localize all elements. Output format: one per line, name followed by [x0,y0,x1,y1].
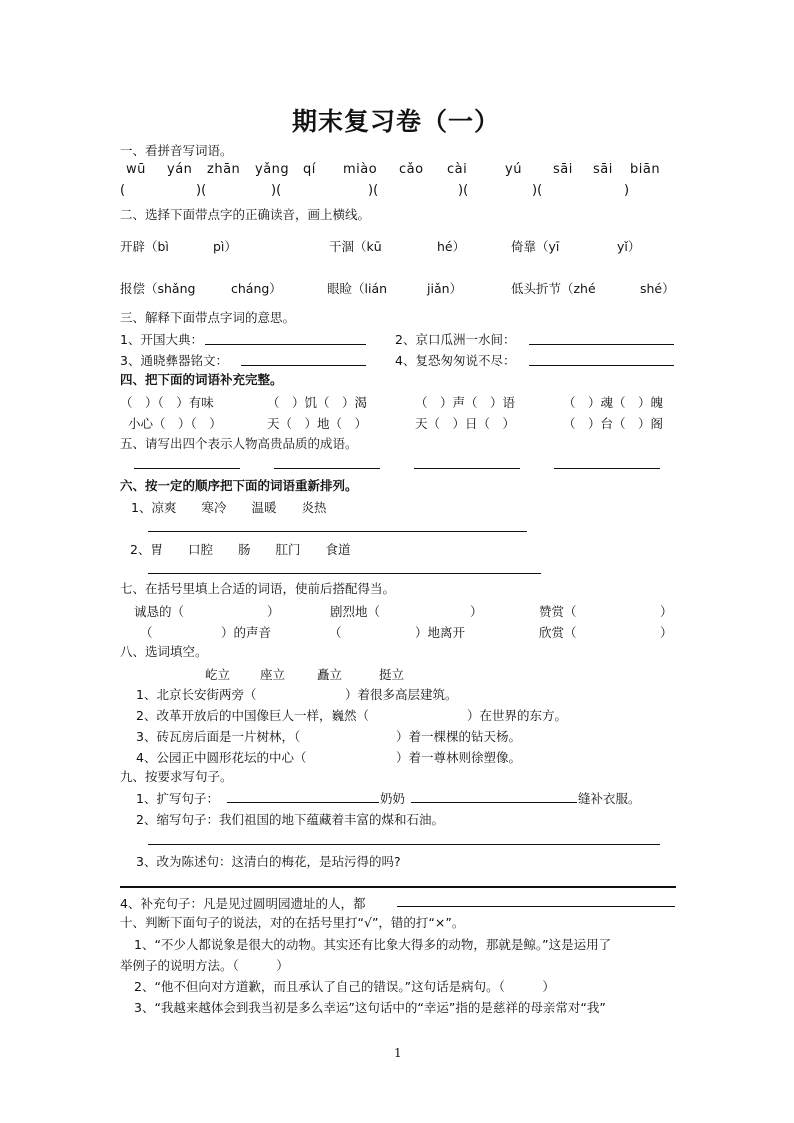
pinyin: wū [126,162,146,177]
answer-line[interactable] [411,802,577,803]
idiom-blank: （ ）魂（ ）魄 [563,395,664,410]
idiom-blank: （ ）（ ）有味 [120,395,214,410]
match-item: （ [329,625,342,640]
match-item: （ [140,625,153,640]
pinyin: qí [303,162,316,177]
choice-item: pì） [213,239,237,254]
section-8-heading: 八、选词填空。 [120,644,208,659]
fill-item-end: ）在世界的东方。 [467,708,568,723]
section-6-heading: 六、按一定的顺序把下面的词语重新排列。 [120,478,358,493]
answer-line[interactable] [414,468,520,469]
paren: ( [120,183,126,198]
paren: )( [368,183,379,198]
answer-line[interactable] [529,365,674,366]
match-item: 赞赏（ [539,604,577,619]
pinyin: yú [505,162,522,177]
judge-item: 1、“不少人都说象是很大的动物。其实还有比象大得多的动物，那就是鲸。”这是运用了 [134,937,612,952]
answer-line[interactable] [554,468,660,469]
answer-line[interactable] [134,468,240,469]
pinyin: sāi [553,162,573,177]
page-number: 1 [394,1046,402,1060]
answer-line[interactable] [148,844,660,845]
explain-item: 4、复恐匆匆说不尽： [395,353,516,368]
choice-item: 干涸（kū [329,239,382,254]
condense-sentence: 2、缩写句子：我们祖国的地下蕴藏着丰富的煤和石油。 [136,812,444,827]
judge-item: 2、“他不但向对方道歉，而且承认了自己的错误。”这句话是病句。（ ） [134,979,555,994]
pinyin: cǎo [399,162,424,177]
fill-item-start: 4、公园正中圆形花坛的中心（ [136,750,307,765]
expand-sentence-end: 缝补衣服。 [578,791,641,806]
answer-line[interactable] [397,906,675,907]
paren: )( [532,183,543,198]
answer-line[interactable] [274,468,380,469]
choice-item: 报偿（shǎng [120,281,196,296]
choice-item: 低头折节（zhé [511,281,596,296]
word-option: 矗立 [317,667,343,682]
answer-line[interactable] [529,344,674,345]
section-10-heading: 十、判断下面句子的说法，对的在括号里打“√”，错的打“×”。 [120,915,465,930]
section-2-heading: 二、选择下面带点字的正确读音，画上横线。 [120,207,371,222]
section-1-heading: 一、看拼音写词语。 [120,143,233,158]
idiom-blank: （ ）台（ ）阁 [563,416,664,431]
expand-sentence-label: 1、扩写句子： [136,791,219,806]
choice-item: 开辟（bì [120,239,169,254]
choice-item: 倚靠（yī [511,239,560,254]
match-item: ） [660,604,673,619]
answer-line[interactable] [148,531,527,532]
idiom-blank: 小心（ ）（ ） [128,416,222,431]
choice-item: 眼睑（lián [327,281,388,296]
fill-item-start: 3、砖瓦房后面是一片树林，（ [136,729,301,744]
reorder-item: 2、胃 口腔 肠 肛门 食道 [130,542,351,557]
word-option: 挺立 [379,667,405,682]
word-option: 座立 [260,667,286,682]
answer-line[interactable] [148,573,541,574]
pinyin: biān [630,162,661,177]
section-3-heading: 三、解释下面带点字词的意思。 [120,310,296,325]
idiom-blank: 天（ ）地（ ） [267,416,368,431]
expand-sentence-word: 奶奶 [380,791,406,806]
judge-item: 举例子的说明方法。（ ） [120,958,289,973]
match-item: ）地离开 [415,625,466,640]
section-7-heading: 七、在括号里填上合适的词语，使前后搭配得当。 [120,581,396,596]
match-item: ） [470,604,483,619]
section-4-heading: 四、把下面的词语补充完整。 [120,372,283,387]
choice-item: jiǎn） [427,281,463,296]
section-5-heading: 五、请写出四个表示人物高贵品质的成语。 [120,436,358,451]
answer-line[interactable] [241,365,366,366]
idiom-blank: （ ）声（ ）语 [415,395,516,410]
pinyin: yǎng [255,162,290,177]
match-item: ） [660,625,673,640]
idiom-blank: 天（ ）日（ ） [415,416,516,431]
match-item: ） [267,604,280,619]
explain-item: 3、通晓彝器铭文： [120,353,228,368]
judge-item: 3、“我越来越体会到我当初是多么幸运”这句话中的“幸运”指的是慈祥的母亲常对“我” [134,1000,606,1015]
match-item: 欣赏（ [539,625,577,640]
paren: ) [624,183,630,198]
fill-item-end: ）着一尊林则徐塑像。 [396,750,522,765]
explain-item: 1、开国大典： [120,332,203,347]
page-title: 期末复习卷（一） [292,107,501,136]
declarative-sentence: 3、改为陈述句：这清白的梅花，是玷污得的吗? [136,854,401,869]
pinyin: sāi [593,162,613,177]
fill-item-end: ）着一棵棵的钻天杨。 [396,729,522,744]
complete-sentence: 4、补充句子：凡是见过圆明园遗址的人，都 [120,896,366,911]
pinyin: zhān [207,162,241,177]
choice-item: yǐ） [617,239,641,254]
fill-item-start: 1、北京长安街两旁（ [136,687,257,702]
choice-item: hé） [437,239,466,254]
match-item: ）的声音 [221,625,272,640]
choice-item: shé） [640,281,675,296]
word-option: 屹立 [205,667,231,682]
paren: )( [458,183,469,198]
paren: )( [196,183,207,198]
match-item: 诚恳的（ [134,604,185,619]
paren: )( [271,183,282,198]
pinyin: miào [343,162,378,177]
idiom-blank: （ ）饥（ ）渴 [267,395,368,410]
reorder-item: 1、凉爽 寒冷 温暖 炎热 [131,500,327,515]
answer-line[interactable] [227,802,379,803]
fill-item-end: ）着很多高层建筑。 [345,687,458,702]
answer-line[interactable] [205,344,366,345]
fill-item-start: 2、改革开放后的中国像巨人一样，巍然（ [136,708,369,723]
answer-line[interactable] [120,886,676,888]
explain-item: 2、京口瓜洲一水间： [395,332,516,347]
section-9-heading: 九、按要求写句子。 [120,769,233,784]
match-item: 剧烈地（ [330,604,381,619]
pinyin: yán [167,162,193,177]
pinyin: cài [447,162,468,177]
choice-item: cháng） [231,281,282,296]
